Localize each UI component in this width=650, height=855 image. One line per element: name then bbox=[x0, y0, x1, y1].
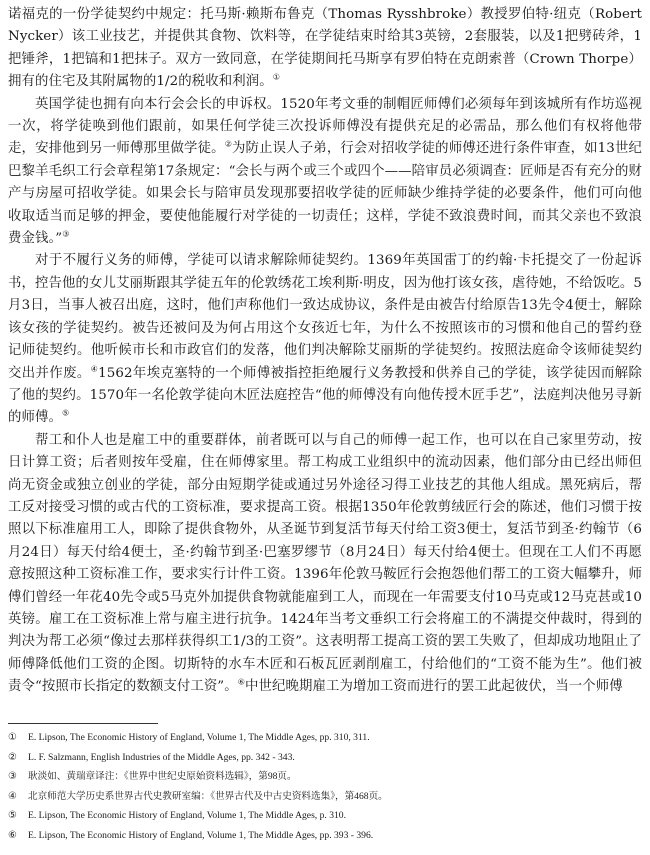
paragraph-3-text-cont: 1562年埃克塞特的一个师傅被指控拒绝履行义务教授和供养自己的学徒，该学徒因而解除了他的契约。1570年一名伦敦学徒向木匠法庭控告“他的师傅没有向他传授木匠手艺”，法庭判决他另寻新的师傅。 bbox=[8, 365, 642, 426]
footnote-number: ① bbox=[8, 732, 17, 743]
footnote-1 bbox=[8, 728, 642, 748]
paragraph-1 bbox=[8, 4, 642, 94]
footnote-2 bbox=[8, 748, 642, 768]
footnote-text: E. Lipson, The Economic History of England, Volume 1, The Middle Ages, pp. 393 - 396. bbox=[28, 829, 374, 841]
footnotes bbox=[8, 728, 642, 846]
footnote-number: ② bbox=[8, 751, 17, 763]
footnote-marker-4[interactable]: ④ bbox=[90, 364, 99, 374]
paragraph-2-text: 英国学徒也拥有向本行会会长的申诉权。1520年考文垂的制帽匠师傅们必须每年到该城所有作坊巡视一次，将学徒唤到他们跟前，如果任何学徒三次投诉师傅没有提供充足的必需品，那么他们有权将他带走，安排他到另一师傅那里做学徒。 bbox=[8, 96, 642, 157]
footnote-number: ⑥ bbox=[8, 829, 17, 841]
paragraph-4 bbox=[8, 430, 642, 699]
paragraph-2 bbox=[8, 94, 642, 251]
paragraph-4-text-cont: 中世纪晚期雇工为增加工资而进行的罢工此起彼伏，当一个师傅 bbox=[245, 679, 623, 695]
paragraph-2-text-cont: 为防止误人子弟，行会对招收学徒的师傅还进行条件审查，如13世纪巴黎羊毛织工行会章程第17条规定：“会长与两个或三个或四个——陪审员必须调查：匠师是否有充分的财产与房屋可招收学徒。如果会长与陪审员发现那要招收学徒的匠师缺少维持学徒的必要条件，他们可向他收取适当而足够的押金，要使他能履行对学徒的一切责任；这样，学徒不致浪费时间，而其父亲也不致浪费金钱。” bbox=[8, 141, 642, 247]
footnote-marker-1[interactable]: ① bbox=[272, 72, 280, 82]
footnote-6 bbox=[8, 826, 642, 846]
footnote-5 bbox=[8, 806, 642, 826]
footnote-number: ③ bbox=[8, 771, 17, 783]
footnote-marker-5[interactable]: ⑤ bbox=[61, 408, 70, 418]
footnote-4 bbox=[8, 787, 642, 807]
footnote-text: L. F. Salzmann, English Industries of the Middle Ages, pp. 342 - 343. bbox=[28, 751, 295, 763]
paragraph-3-text: 对于不履行义务的师傅，学徒可以请求解除师徒契约。1369年英国雷丁的约翰·卡托提交了一份起诉书，控告他的女儿艾丽斯跟其学徒五年的伦敦绣花工埃利斯·明皮，因为他打该女孩，虐待她，不给饭吃。5月3日，当事人被召出庭，这时，他们声称他们一致达成协议，条件是由被告付给原告13先令4便士，解除该女孩的学徒契约。被告还被问及为何占用这个女孩近七年，为什么不按照该市的习惯和他自己的誓约登记师徒契约。他听候市长和市政官们的发落，他们判决解除艾丽斯的学徒契约。按照法庭命令该师徒契约交出并作废。 bbox=[8, 253, 642, 381]
footnote-text: 耿淡如、黄瑞章译注：《世界中世纪史原始资料选辑》，第98页。 bbox=[28, 771, 297, 783]
footnote-marker-6[interactable]: ⑥ bbox=[237, 677, 246, 687]
paragraph-3 bbox=[8, 250, 642, 429]
footnote-divider bbox=[8, 723, 158, 724]
footnote-text: 北京师范大学历史系世界古代史教研室编：《世界古代及中古史资料选集》，第468页。 bbox=[28, 790, 388, 802]
footnote-marker-3[interactable]: ③ bbox=[62, 229, 70, 239]
paragraph-4-text: 帮工和仆人也是雇工中的重要群体，前者既可以与自己的师傅一起工作，也可以在自己家里劳动，按日计算工资；后者则按年受雇，住在师傅家里。帮工构成工业组织中的流动因素，他们部分由已经出师但尚无资金或独立创业的学徒，部分由短期学徒或通过另外途径习得工业技艺的其他人组成。黑死病后，帮工反对接受习惯的或古代的工资标准，要求提高工资。根据1350年伦敦剪绒匠行会的陈述，他们习惯于按照以下标准雇用工人，即除了提供食物外，从圣诞节到复活节每天付给工资3便士，复活节到圣·约翰节（6月24日）每天付给4便士，圣·约翰节到圣·巴塞罗缪节（8月24日）每天付给4便士。但现在工人们不再愿意按照这种工资标准工作，要求实行计件工资。1396年伦敦马鞍匠行会抱怨他们帮工的工资大幅攀升，师傅们曾经一年花40先令或5马克外加提供食物就能雇到工人，而现在一年需要支付10马克或12马克甚或10英镑。雇工在工资标准上常与雇主进行抗争。1424年当考文垂织工行会将雇工的不满提交仲裁时，得到的判决为帮工必须“像过去那样获得织工1/3的工资”。这表明帮工提高工资的罢工失败了，但却成功地阻止了师傅降低他们工资的企图。切斯特的水车木匠和石板瓦匠剥削雇工，付给他们的“工资不能为生”。他们被责令“按照市长指定的数额支付工资”。 bbox=[8, 432, 642, 695]
footnote-3 bbox=[8, 767, 642, 787]
document-page bbox=[8, 4, 642, 699]
footnote-number: ⑤ bbox=[8, 810, 17, 822]
paragraph-1-text: 诺福克的一份学徒契约中规定：托马斯·赖斯布鲁克（Thomas Rysshbroke）教授罗伯特·纽克（Robert Nycker）该工业技艺，并提供其食物、饮料等，在学徒结束时给其3英镑，2套服装，以及1把劈砖斧，1把锤斧，1把镐和1把抹子。双方一致同意，在学徒期间托马斯享有罗伯特在克朗索普（Crown Thorpe）拥有的住宅及其附属物的1/2的税收和利润。 bbox=[8, 7, 642, 90]
footnote-marker-2[interactable]: ② bbox=[224, 139, 233, 149]
footnote-number: ④ bbox=[8, 790, 17, 802]
footnote-text: E. Lipson, The Economic History of England, Volume 1, The Middle Ages, pp. 310, 311. bbox=[28, 732, 370, 743]
footnote-text: E. Lipson, The Economic History of England, Volume 1, The Middle Ages, p. 310. bbox=[28, 810, 346, 822]
